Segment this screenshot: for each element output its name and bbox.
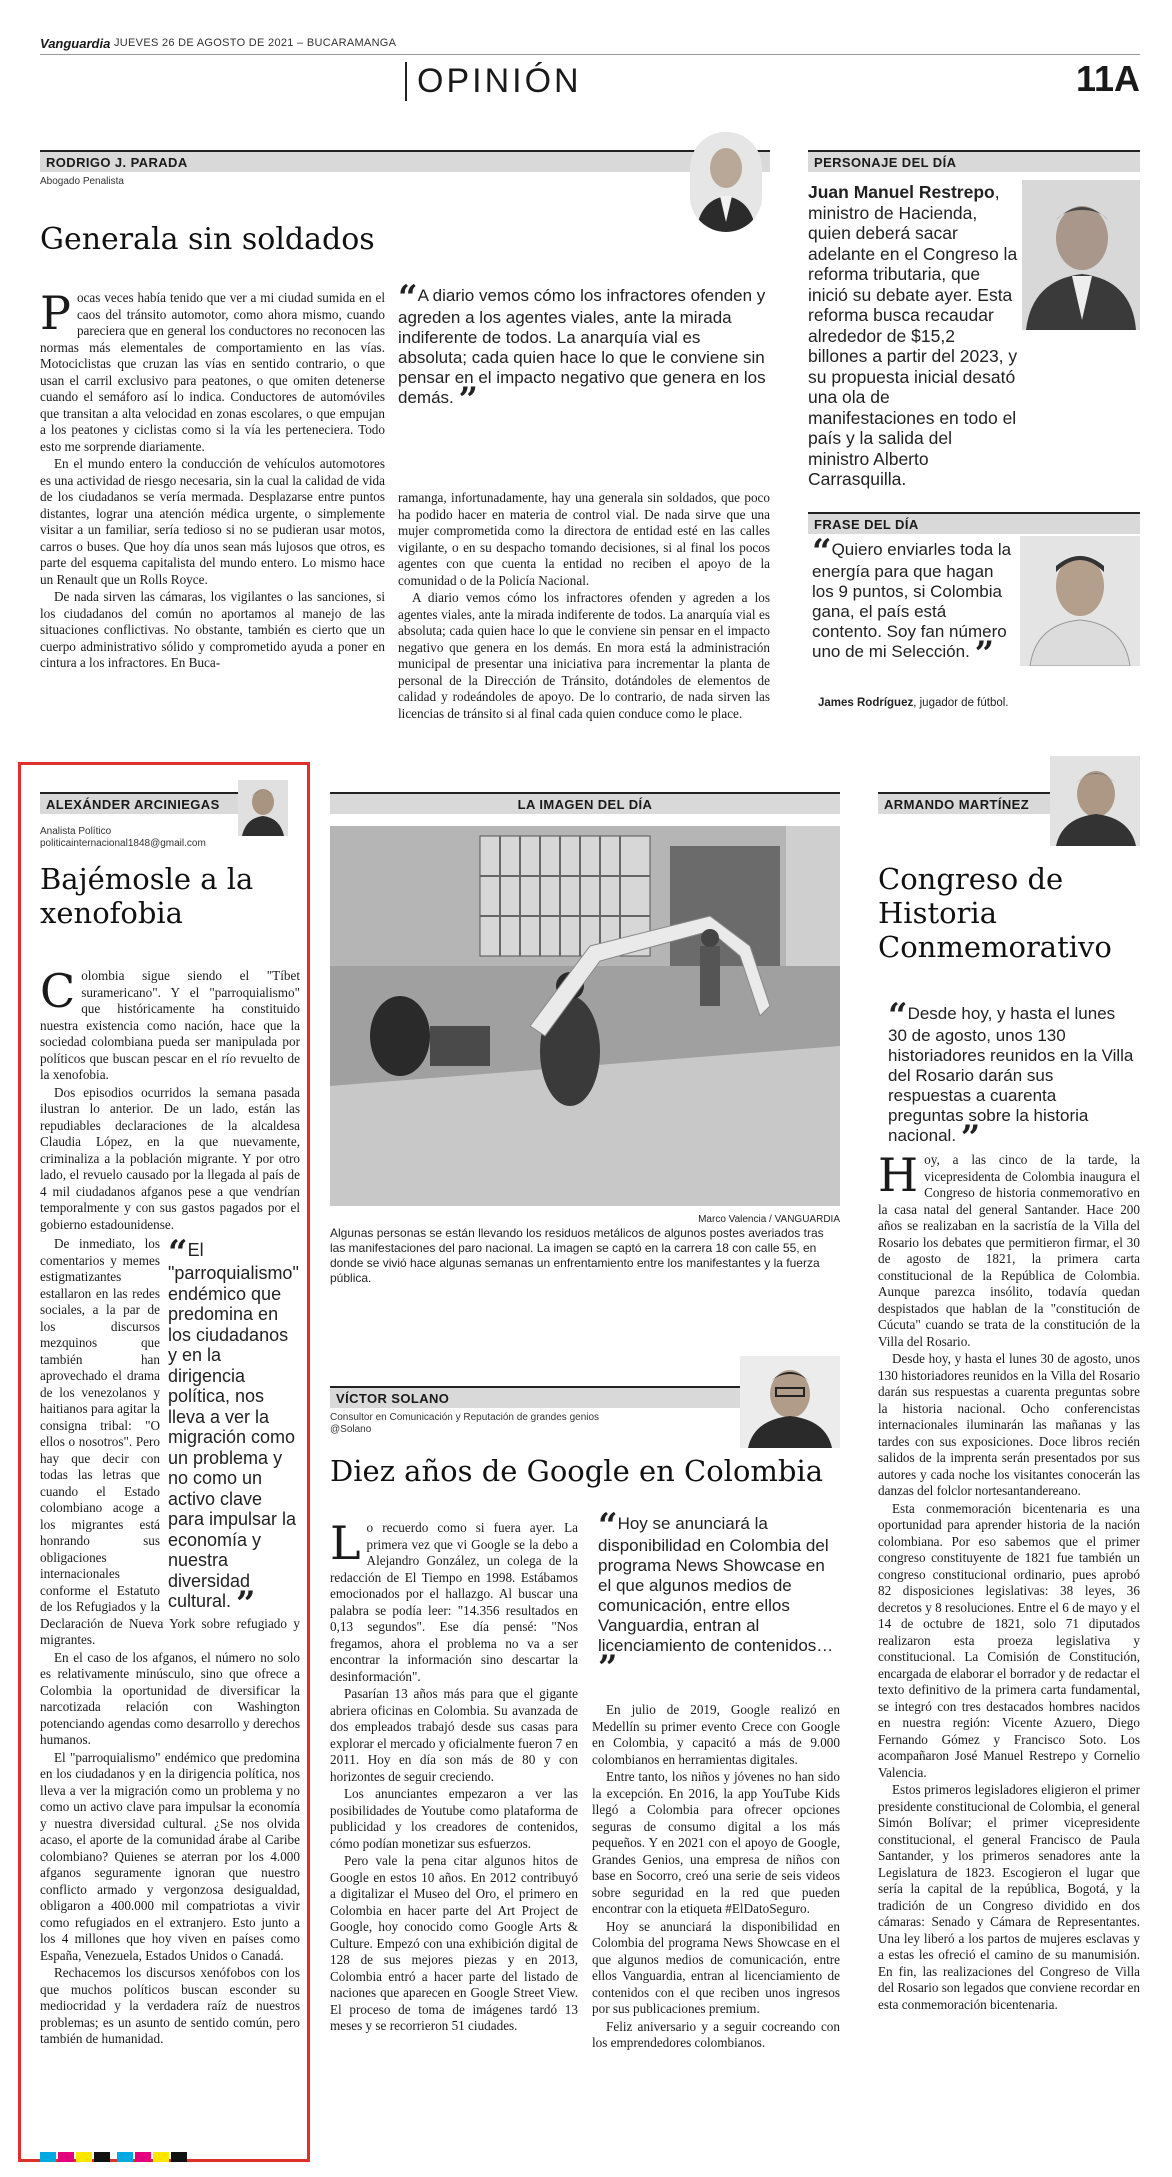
author-credentials	[330, 1412, 730, 1436]
frase-author: James Rodríguez	[818, 697, 914, 709]
masthead-rule	[40, 54, 1140, 55]
frase-author-role: , jugador de fútbol.	[913, 697, 1009, 709]
paragraph: En el caso de los afganos, el número no solo es relativamente minúsculo, sino que ofrece a Colombia la oportunidad de diversificar la narcotizada relación con Washington potenciando agendas como desarrollo y derechos humanos.	[40, 1649, 300, 1747]
open-quote-icon: “	[398, 278, 418, 318]
article-body-wrap	[40, 1233, 300, 2046]
paragraph: Dos episodios ocurridos la semana pasada ilustran lo anterior. De un lado, están las repudiables declaraciones de la alcaldesa Claudia López, en la que nuevamente, criminaliza a la población migrante. Y por otro lado, el revuelo causado por la llegada al país de 4 mil ciudadanos afganos pese a que vendrían temporalmente y con sus gastos pagados por el gobierno estadounidense.	[40, 1084, 300, 1232]
personaje-text-top	[808, 182, 1018, 490]
photo-credit: Marco Valencia / VANGUARDIA	[698, 1214, 840, 1225]
article-body-col1	[330, 1516, 578, 2036]
article-body-top	[40, 964, 300, 1234]
article-title: Diez años de Google en Colombia	[330, 1454, 824, 1488]
paragraph: El "parroquialismo" endémico que predomina en los ciudadanos y en la dirigencia política, nos lleva a ver la migración como un problema y no como un activo clave para impulsar la economía y nuestra diversidad cultural. ¿Se nos olvida acaso, el aporte de la comunidad árabe al Caribe colombiano? Quienes se aterran por los 4.000 afganos seguramente ignoran que nuestro conflicto armado y vergonzosa desigualdad, obligaron a 400.000 mil compatriotas a vivir como refugiados en el extranjero. Esto junto a los 4 millones que hoy viven en países como España, Venezuela, Estados Unidos o Canadá.	[40, 1749, 300, 1963]
article-body-col1	[40, 286, 385, 673]
paragraph: Desde hoy, y hasta el lunes 30 de agosto, unos 130 historiadores reunidos en la Villa del Rosario darán sus respuestas a cuarenta preguntas sobre la historia nacional. Ocho conferencistas internacionales iluminarán las mañanas y las tardes con sus exposiciones. Doce libros recién salidos de la imprenta serán presentados por sus autores y cada noche los visitantes conocerán las danzas del folclor nortesantandereano.	[878, 1351, 1140, 1498]
personaje-header: PERSONAJE DEL DÍA	[808, 150, 1140, 172]
dropcap: L	[330, 1516, 361, 1570]
pull-quote: “Desde hoy, y hasta el lunes 30 de agosto, unos 130 historiadores reunidos en la Villa del Rosario darán sus respuestas a cuarenta preguntas sobre la historia nacional. ”	[888, 996, 1134, 1158]
paragraph: De nada sirven las cámaras, los vigilantes o las sanciones, si los ciudadanos del común no aportamos al manejo de las situaciones conflictivas. No obstante, también es cierto que un cuerpo administrativo sólido y comprometido ayuda a poner en cintura a los infractores. En Buca-	[40, 589, 385, 670]
paragraph: Los anunciantes empezaron a ver las posibilidades de Youtube como plataforma de publicidad y los creadores de contenidos, cómo podían monetizar sus esfuerzos.	[330, 1786, 578, 1851]
close-quote-icon: ”	[236, 1584, 256, 1624]
page-number: 11A	[1075, 58, 1140, 99]
article-title: Congreso de Historia Conmemorativo	[878, 862, 1112, 964]
pull-quote: “A diario vemos cómo los infractores ofenden y agreden a los agentes viales, ante la mirada indiferente de todos. La anarquía vial es absoluta; cada quien hace lo que le conviene sin pensar en el impacto negativo que genera en los demás. ”	[398, 278, 766, 420]
frase-photo	[1020, 536, 1140, 666]
pull-quote: “El "parroquialismo" endémico que predomina en los ciudadanos y en la dirigencia política, nos lleva a ver la migración como un problema y no como un activo clave para impulsar la economía y nuestra diversidad cultural. ”	[168, 1233, 299, 1624]
paragraph: Entre tanto, los niños y jóvenes no han sido la excepción. En 2016, la app YouTube Kids llegó a Colombia para ofrecer opciones seguras de consumo digital a los más pequeños. Y en 2021 con el apoyo de Google, Grandes Genios, una empresa de niños con base en Socorro, creó una serie de seis videos sobre seguridad en la red que pueden encontrar con la etiqueta #ElDatoSeguro.	[592, 1769, 840, 1916]
dropcap: P	[40, 286, 71, 340]
frase-author-line	[818, 696, 1009, 711]
open-quote-icon: “	[168, 1233, 188, 1273]
author-name: RODRIGO J. PARADA	[46, 155, 188, 170]
imagen-photo	[330, 826, 840, 1206]
frase-quote: “Quiero enviarles toda la energía para que hagan los 9 puntos, si Colombia gana, el país está contento. Soy fan número uno de mi Selección. ”	[812, 532, 1012, 674]
paragraph: Hoy, a las cinco de la tarde, la vicepresidenta de Colombia inaugura el Congreso de historia conmemorativo en la casa natal del general Santander. Hace 200 años se realizaban en la sacristía de la Villa del Rosario los debates que permitieron firmar, el 30 de agosto de 1821, la primera carta constitucional de la República de Colombia. Aunque parezca insólito, todavía quedan despistados que hablan de la "constitución de Cúcuta" cuando se trata de la constitución de la Villa del Rosario.	[878, 1148, 1140, 1349]
close-quote-icon: ”	[598, 1648, 618, 1688]
author-email: politicainternacional1848@gmail.com	[40, 838, 206, 849]
paragraph: En el mundo entero la conducción de vehículos automotores es una actividad de riesgo necesaria, sin la cual la calidad de vida de los ciudadanos se vería mermada. Desplazarse entre puntos distantes, lograr una atención médica urgente, o simplemente visitar a un familiar, sería tedioso si no se pudieran usar motos, carros o buses. Que hoy día unos sean más lujosos que otros, es parte del esquema capitalista del mundo entero. Lo mismo hace un Renault que un Rolls Royce.	[40, 456, 385, 587]
paragraph: A diario vemos cómo los infractores ofenden y agreden a los agentes viales, ante la mirada indiferente de todos. La anarquía vial es absoluta; cada quien hace lo que le conviene sin pensar en el impacto negativo que genera en los demás. En mora está la administración municipal de presentar una iniciativa para incrementar la planta de personal de la Dirección de Tránsito, dotándoles de elementos de calidad y rodeándoles de apoyo. De lo contrario, de nada sirven las licencias de tránsito si al final cada quien conduce como le place.	[398, 590, 770, 721]
author-role: Consultor en Comunicación y Reputación de grandes genios	[330, 1412, 600, 1423]
open-quote-icon: “	[812, 532, 832, 572]
section-title: OPINIÓN	[405, 62, 582, 101]
open-quote-icon: “	[888, 996, 908, 1036]
dropcap: H	[878, 1148, 919, 1202]
author-photo-solano	[740, 1356, 840, 1448]
pull-quote: “Hoy se anunciará la disponibilidad en Colombia del programa News Showcase en el que algunos medios de comunicación, entre ellos Vanguardia, entran al licenciamiento de contenidos… ”	[598, 1506, 834, 1688]
paragraph: Estos primeros legisladores eligieron el primer presidente constitucional de Colombia, el general Simón Bolívar; el primer vicepresidente constitucional, el general Francisco de Paula Santander, y los primeros senadores ante la Legislatura de 1823. Escogieron el lugar que sería la capital de la república, Bogotá, y la tradición de un Congreso dividido en dos cámaras: Senado y Cámara de Representantes. Una ley liberó a los partos de mujeres esclavas y a estas les ofreció el camino de su manumisión. En fin, las realizaciones del Congreso de Villa del Rosario son legados que conviene recordar en esta conmemoración bicentenaria.	[878, 1782, 1140, 2012]
paragraph: Pero vale la pena citar algunos hitos de Google en estos 10 años. En 2012 contribuyó a digitalizar el Museo del Oro, el primero en Colombia en hacer parte del Art Project de Google, hoy conocido como Google Arts & Culture. Empezó con una exhibición digital de 128 de sus mejores piezas y en 2013, Colombia entró a hacer parte del listado de naciones que aparecen en Google Street View. El proceso de toma de imágenes tardó 13 meses y se recorrieron 51 ciudades.	[330, 1853, 578, 2033]
close-quote-icon: ”	[974, 634, 995, 674]
photo-caption: Algunas personas se están llevando los residuos metálicos de algunos postes averiados tras las manifestaciones del paro nacional. La imagen se captó en la carrera 18 con calle 55, en donde se vivió hace algunas semanas un enfrentamiento entre los manifestantes y la fuerza pública.	[330, 1226, 824, 1285]
author-name: ARMANDO MARTÍNEZ	[884, 797, 1030, 812]
author-photo-parada	[690, 132, 762, 232]
author-role: Analista Político	[40, 826, 112, 837]
paragraph: Esta conmemoración bicentenaria es una oportunidad para aprender historia de la nación colombiana. Por eso sabemos que el primer congreso constituyente de 1821 fue también un congreso constitucional ordinario, pues aprobó 82 disposiciones legislativas: 38 leyes, 36 decretos y 8 resoluciones. Entre el 6 de mayo y el 14 de octubre de 1821, solo 71 diputados realizaron esta proeza legislativa y constitucional. La Comisión de Constitución, encargada de elaborar el borrador y de redactar el texto definitivo de la primera carta fundamental, se integró con tres destacados hombres nacidos en nuestra región: Vicente Azuero, Diego Fernando Gómez y Francisco Soto. Los acompañaron José Manuel Restrepo y Cornelio Valencia.	[878, 1500, 1140, 1780]
author-photo-martinez	[1050, 756, 1140, 846]
masthead	[40, 34, 1140, 104]
article-body-col2	[592, 1702, 840, 2053]
author-name: VÍCTOR SOLANO	[336, 1391, 450, 1406]
article-title: Generala sin soldados	[40, 222, 375, 257]
author-bar-parada	[40, 150, 770, 172]
paragraph: Colombia sigue siendo el "Tíbet suramericano". Y el "parroquialismo" que históricamente ha constituido nuestra existencia como nación, hace que la sociedad colombiana pueda ser manipulada por políticos que buscan pescar en el río revuelto de la xenofobia.	[40, 964, 300, 1082]
article-body	[878, 1148, 1140, 2014]
paragraph: Hoy se anunciará la disponibilidad en Colombia del programa News Showcase en el que algunos medios de comunicación, entre ellos Vanguardia, entran al licenciamiento de contenidos con el que reciben unos ingresos por sus publicaciones premium.	[592, 1918, 840, 2016]
issue-date: JUEVES 26 DE AGOSTO DE 2021 – BUCARAMANGA	[114, 37, 397, 49]
paragraph: Pocas veces había tenido que ver a mi ciudad sumida en el caos del tránsito automotor, como ahora mismo, cuando pareciera que en general los conductores no reconocen las normas más elementales de comportamiento en las vías. Motociclistas que cruzan las vías en sentido contrario, o que usan el carril exclusivo para peatones, o que omiten detenerse cuando el semáforo así lo indica. Conductores de automóviles que transitan a alta velocidad en zonas escolares, o que empujan a los peatones y ciclistas como si la vía les perteneciera. Todo esto me sorprende diariamente.	[40, 286, 385, 454]
paragraph: En julio de 2019, Google realizó en Medellín su primer evento Crece con Google en Colombia, y capacitó a más de 9.000 colombianos en herramientas digitales.	[592, 1702, 840, 1767]
author-credentials	[40, 826, 280, 850]
paragraph: Pasarían 13 años más para que el gigante abriera oficinas en Colombia. Su avanzada de dos empleados trabajó desde sus casas para explorar el mercado y oficialmente fueron 7 en 2011. Hoy en día son más de 80 y con horizontes de seguir creciendo.	[330, 1686, 578, 1784]
personaje-photo	[1022, 180, 1140, 330]
personaje-name: Juan Manuel Restrepo	[808, 182, 995, 202]
paragraph: De inmediato, los comentarios y memes estigmatizantes estallaron en las redes sociales, a la par de los discursos mezquinos que también han aprovechado el drama de los venezolanos y haitianos para agitar la consigna tribal: "O ellos o nosotros". Pero hay que decir con todas las letras que cuando el Estado colombiano acoge a los migrantes está honrando sus obligaciones internacionales conforme el Estatuto de los Refugiados y la Declaración de Nueva York sobre refugiado y migrantes.	[40, 1236, 300, 1647]
author-name: ALEXÁNDER ARCINIEGAS	[46, 797, 220, 812]
personaje-text: , ministro de Hacienda, quien deberá sacar adelante en el Congreso la reforma tributaria, que inició su debate ayer. Esta reforma busca recaudar alrededor de $15,2 billones a partir del 2023, y su propuesta inicial desató una ola de manifestaciones en todo el país y la salida del ministro Alberto Carrasquilla.	[808, 182, 1018, 489]
frase-header: FRASE DEL DÍA	[808, 512, 1140, 534]
paragraph: Lo recuerdo como si fuera ayer. La primera vez que vi Google se la debo a Alejandro González, un colega de la redacción de El Tiempo en 1998. Estábamos emocionados por el hallazgo. Al buscar una palabra se podía leer: "14.356 resultados en 0,13 segundos". Ese día pensé: "Nos fregamos, ahora el problema no va a ser encontrar la información sino descartar la desinformación".	[330, 1516, 578, 1684]
article-title: Bajémosle a la xenofobia	[40, 862, 254, 930]
author-role: Abogado Penalista	[40, 176, 124, 187]
imagen-header: LA IMAGEN DEL DÍA	[330, 792, 840, 814]
close-quote-icon: ”	[960, 1118, 981, 1158]
author-handle: @Solano	[330, 1424, 372, 1435]
dropcap: C	[40, 964, 76, 1018]
paragraph: ramanga, infortunadamente, hay una generala sin soldados, que poco ha podido hacer en materia de control vial. De nada sirve que una mujer comprometida como la directora de entidad esté en las calles vigilante, o en su despacho tomando decisiones, si al final los pocos agentes con que cuenta la entidad no reciben el apoyo de la comunidad o de la Policía Nacional.	[398, 490, 770, 588]
color-registration-bar	[40, 2147, 1140, 2163]
close-quote-icon: ”	[458, 380, 479, 420]
paragraph: Rechacemos los discursos xenófobos con los que muchos políticos buscan esconder su mediocridad y la verdadera raíz de nuestros problemas; es un asunto de sentido común, pero también de humanidad.	[40, 1965, 300, 2046]
brand-logo: Vanguardia	[40, 36, 111, 51]
paragraph: Feliz aniversario y a seguir cocreando con los emprendedores colombianos.	[592, 2018, 840, 2050]
article-body-col2	[398, 490, 770, 723]
open-quote-icon: “	[598, 1506, 618, 1546]
